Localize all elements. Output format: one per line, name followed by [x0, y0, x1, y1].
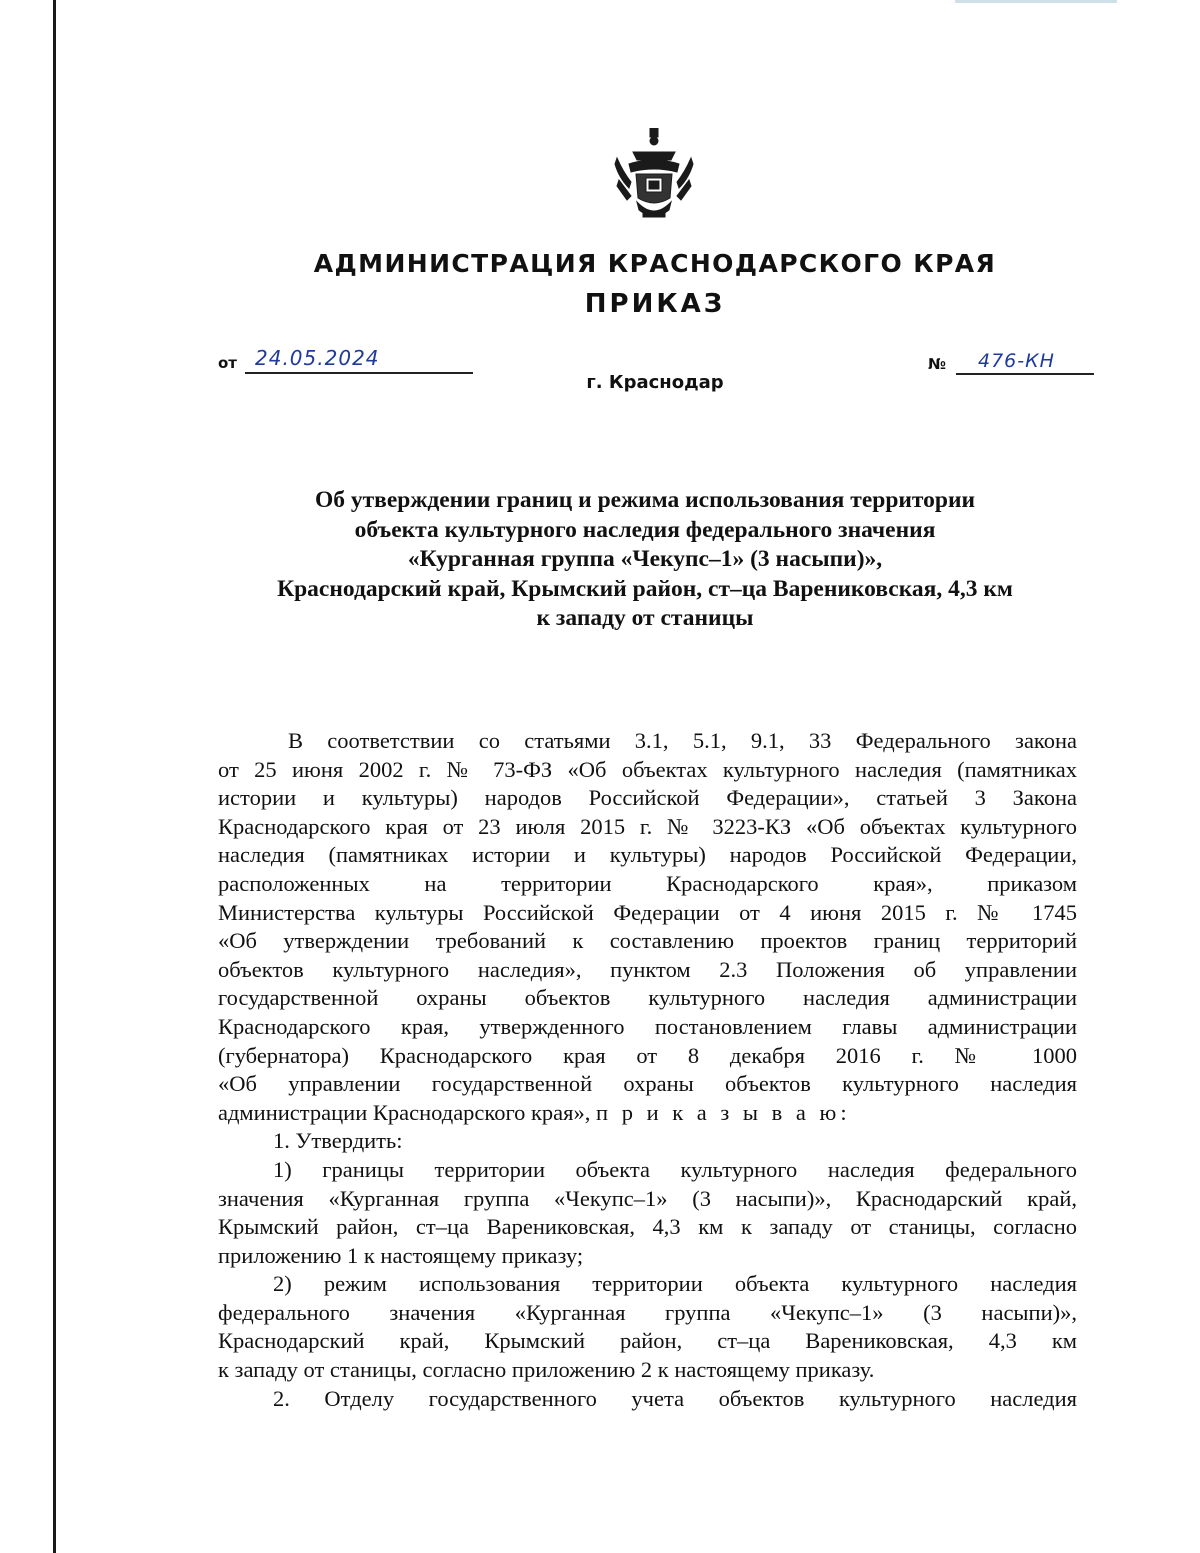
title-line: к западу от станицы — [536, 605, 754, 631]
order-title — [200, 486, 1090, 634]
order-body — [218, 727, 1077, 1413]
title-line: объекта культурного наследия федерального значения — [354, 516, 936, 543]
body-line: к западу от станицы, согласно приложению 2 к настоящему приказу. — [218, 1357, 875, 1383]
body-line: Министерства культуры Российской Федерации от 4 июня 2015 г. № 1745 — [218, 899, 1077, 925]
date-handwritten: 24.05.2024 — [255, 346, 380, 370]
title-line: Краснодарский край, Крымский район, ст–ца Варениковская, 4,3 км — [277, 575, 1013, 602]
body-line: приложению 1 к настоящему приказу; — [218, 1242, 584, 1268]
body-line: «Об утверждении требований к составлению проектов границ территорий — [218, 928, 1077, 954]
coat-of-arms-emblem — [613, 128, 695, 222]
body-line: государственной охраны объектов культурного наследия администрации — [218, 985, 1077, 1011]
body-line: значения «Курганная группа «Чекупс–1» (3 насыпи)», Краснодарский край, — [218, 1185, 1077, 1211]
body-line: 2) режим использования территории объекта культурного наследия — [273, 1271, 1077, 1297]
body-line: истории и культуры) народов Российской Федерации», статьей 3 Закона — [218, 785, 1077, 811]
body-line: наследия (памятниках истории и культуры) народов Российской Федерации, — [218, 842, 1077, 868]
body-line: Краснодарского края, утвержденного постановлением главы администрации — [218, 1013, 1077, 1039]
body-line: 1. Утвердить: — [273, 1128, 403, 1154]
scan-edge-line — [53, 0, 56, 1553]
body-line: объектов культурного наследия», пунктом 2.3 Положения об управлении — [218, 956, 1077, 982]
body-line: федерального значения «Курганная группа «Чекупс–1» (3 насыпи)», — [218, 1299, 1077, 1325]
organization-name: АДМИНИСТРАЦИЯ КРАСНОДАРСКОГО КРАЯ — [313, 249, 997, 278]
body-line: В соответствии со статьями 3.1, 5.1, 9.1, 33 Федерального закона — [288, 728, 1077, 753]
body-line: 2. Отделу государственного учета объектов культурного наследия — [273, 1385, 1077, 1411]
title-line: «Курганная группа «Чекупс–1» (3 насыпи)», — [407, 546, 883, 572]
body-line: 1) границы территории объекта культурного наследия федерального — [273, 1156, 1077, 1182]
body-line — [218, 1099, 1077, 1128]
number-label: № — [928, 355, 947, 373]
scan-top-mark — [955, 0, 1117, 3]
body-line: от 25 июня 2002 г. № 73-ФЗ «Об объектах культурного наследия (памятниках — [218, 756, 1077, 782]
body-line-part: администрации Краснодарского края», — [218, 1099, 591, 1125]
body-line: Краснодарский край, Крымский район, ст–ца Варениковская, 4,3 км — [218, 1328, 1077, 1354]
body-line: расположенных на территории Краснодарского края», приказом — [218, 870, 1077, 896]
city: г. Краснодар — [586, 372, 724, 393]
order-verb: п р и к а з ы в а ю: — [596, 1099, 851, 1125]
date-label: от — [218, 354, 237, 372]
body-line: (губернатора) Краснодарского края от 8 декабря 2016 г. № 1000 — [218, 1042, 1077, 1068]
body-line: «Об управлении государственной охраны объектов культурного наследия — [218, 1071, 1077, 1097]
body-line: Краснодарского края от 23 июля 2015 г. № 3223-КЗ «Об объектах культурного — [218, 813, 1077, 839]
title-line: Об утверждении границ и режима использования территории — [314, 487, 976, 513]
body-line: Крымский район, ст–ца Варениковская, 4,3 км к западу от станицы, согласно — [218, 1214, 1077, 1240]
number-handwritten: 476-КН — [978, 350, 1055, 372]
document-type: ПРИКАЗ — [584, 289, 726, 319]
